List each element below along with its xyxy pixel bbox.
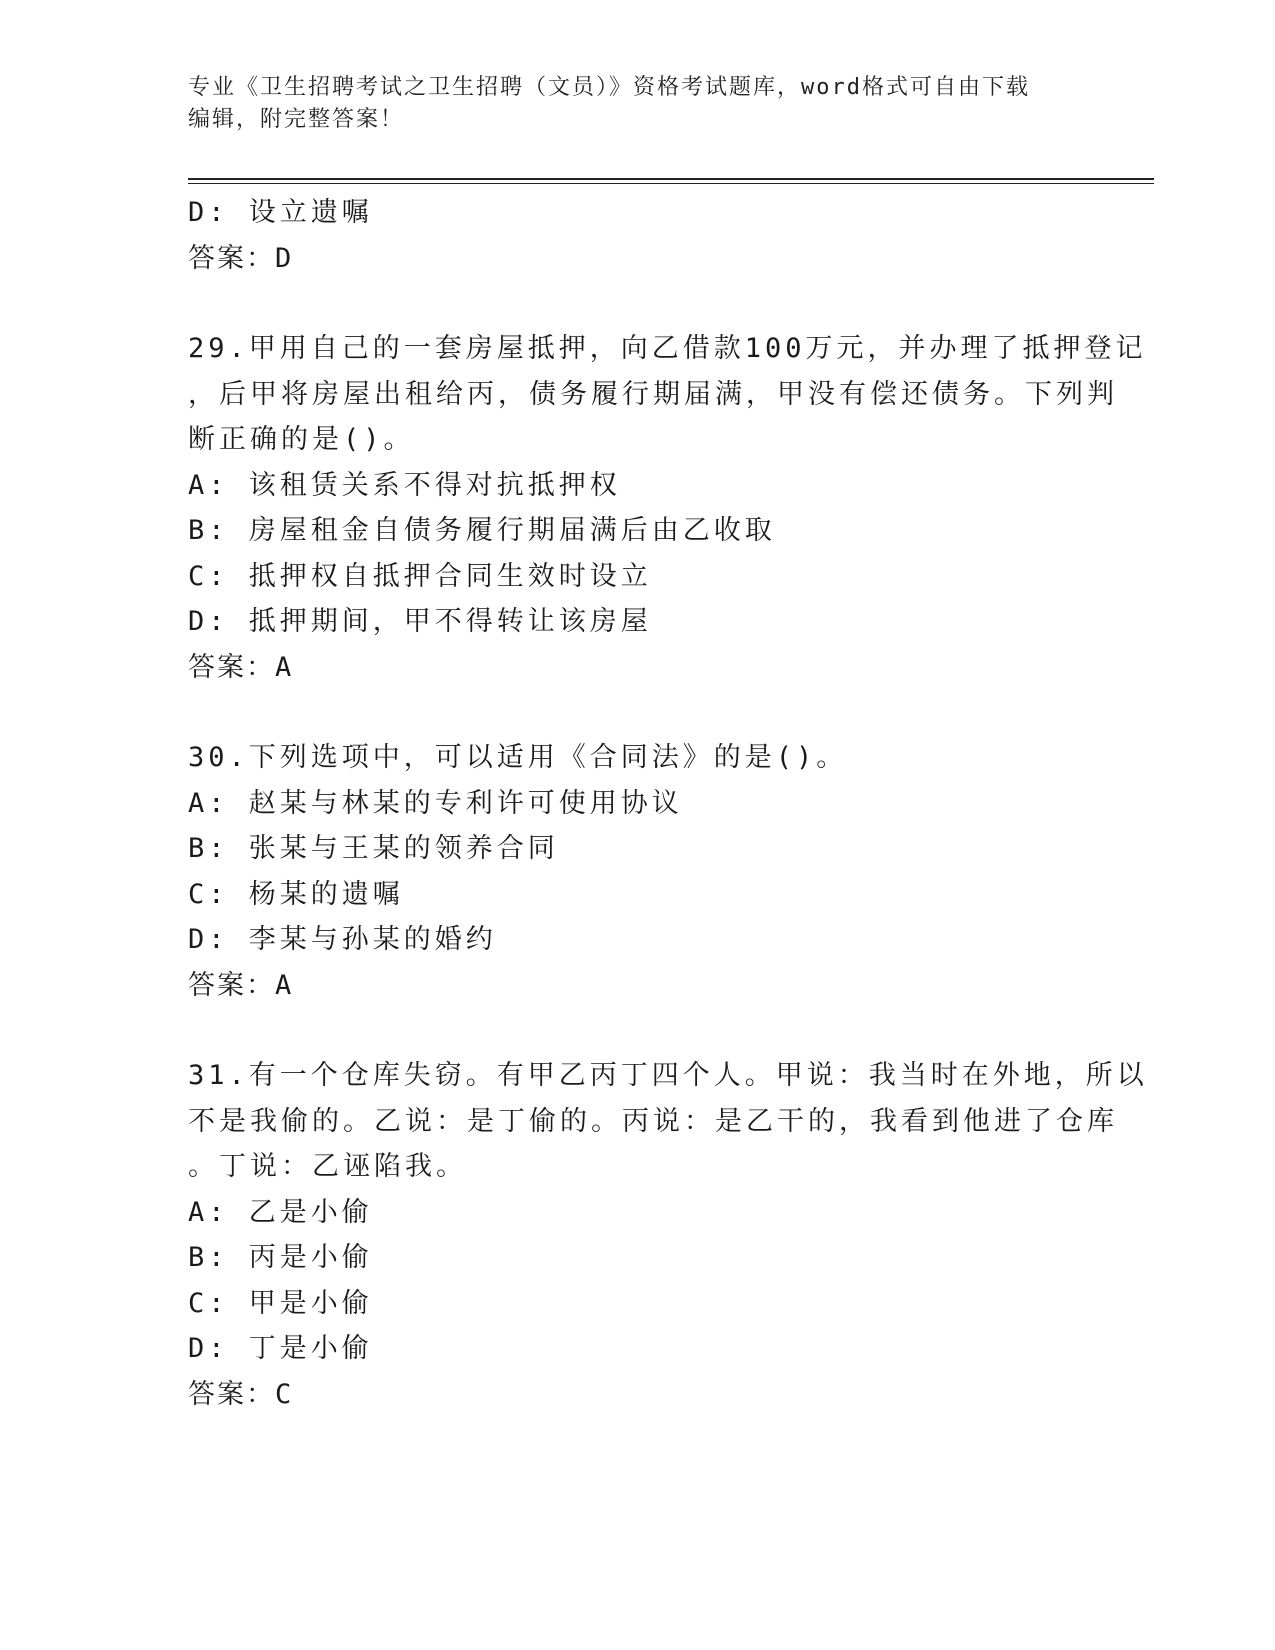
- question-content: [188, 190, 1148, 1417]
- question-stem: 。丁说：乙诬陷我。: [188, 1151, 467, 1182]
- answer-value: C: [275, 1378, 296, 1410]
- option-c: C: 甲是小偷: [188, 1287, 373, 1319]
- spacer: [188, 281, 1088, 326]
- spacer: [188, 690, 1088, 735]
- question-stem: 31.有一个仓库失窃。有甲乙丙丁四个人。甲说：我当时在外地，所以: [188, 1060, 1148, 1091]
- answer-value: A: [275, 969, 296, 1001]
- question-29: [188, 326, 1147, 690]
- question-stem: ，后甲将房屋出租给丙，债务履行期届满，甲没有偿还债务。下列判: [188, 378, 1118, 410]
- header-note: [188, 72, 1088, 136]
- option-d: D: 设立遗嘱: [188, 197, 373, 228]
- question-stem: 断正确的是()。: [188, 424, 415, 455]
- option-a: A: 赵某与林某的专利许可使用协议: [188, 787, 683, 819]
- answer-value: D: [275, 242, 296, 274]
- option-b: B: 张某与王某的领养合同: [188, 833, 559, 864]
- option-d: D: 丁是小偷: [188, 1333, 373, 1364]
- answer-label: 答案：: [188, 1378, 275, 1410]
- option-d: D: 抵押期间，甲不得转让该房屋: [188, 606, 652, 637]
- question-stem: 29.甲用自己的一套房屋抵押，向乙借款100万元，并办理了抵押登记: [188, 333, 1147, 364]
- option-b: B: 房屋租金自债务履行期届满后由乙收取: [188, 515, 776, 546]
- answer-line: [188, 1372, 1088, 1418]
- header-line-2: 编辑，附完整答案！: [188, 107, 405, 132]
- option-c: C: 杨某的遗嘱: [188, 878, 404, 910]
- answer-line: [188, 645, 1088, 691]
- question-stem: 不是我偷的。乙说：是丁偷的。丙说：是乙干的，我看到他进了仓库: [188, 1105, 1118, 1137]
- option-a: A: 该租赁关系不得对抗抵押权: [188, 469, 621, 501]
- option-c: C: 抵押权自抵押合同生效时设立: [188, 560, 652, 592]
- question-31: [188, 1053, 1148, 1417]
- header-divider-thin: [188, 183, 1154, 184]
- answer-value: A: [275, 651, 296, 683]
- option-a: A: 乙是小偷: [188, 1196, 373, 1228]
- header-divider-thick: [188, 178, 1154, 180]
- answer-label: 答案：: [188, 651, 275, 683]
- question-stem: 30.下列选项中，可以适用《合同法》的是()。: [188, 742, 848, 773]
- option-d: D: 李某与孙某的婚约: [188, 924, 497, 955]
- option-b: B: 丙是小偷: [188, 1242, 373, 1273]
- header-line-1: 专业《卫生招聘考试之卫生招聘（文员）》资格考试题库，word格式可自由下载: [188, 75, 1030, 100]
- answer-label: 答案：: [188, 242, 275, 274]
- answer-line: [188, 963, 1088, 1009]
- spacer: [188, 1008, 1088, 1053]
- answer-line: [188, 236, 1088, 282]
- question-30: [188, 735, 1088, 1008]
- answer-label: 答案：: [188, 969, 275, 1001]
